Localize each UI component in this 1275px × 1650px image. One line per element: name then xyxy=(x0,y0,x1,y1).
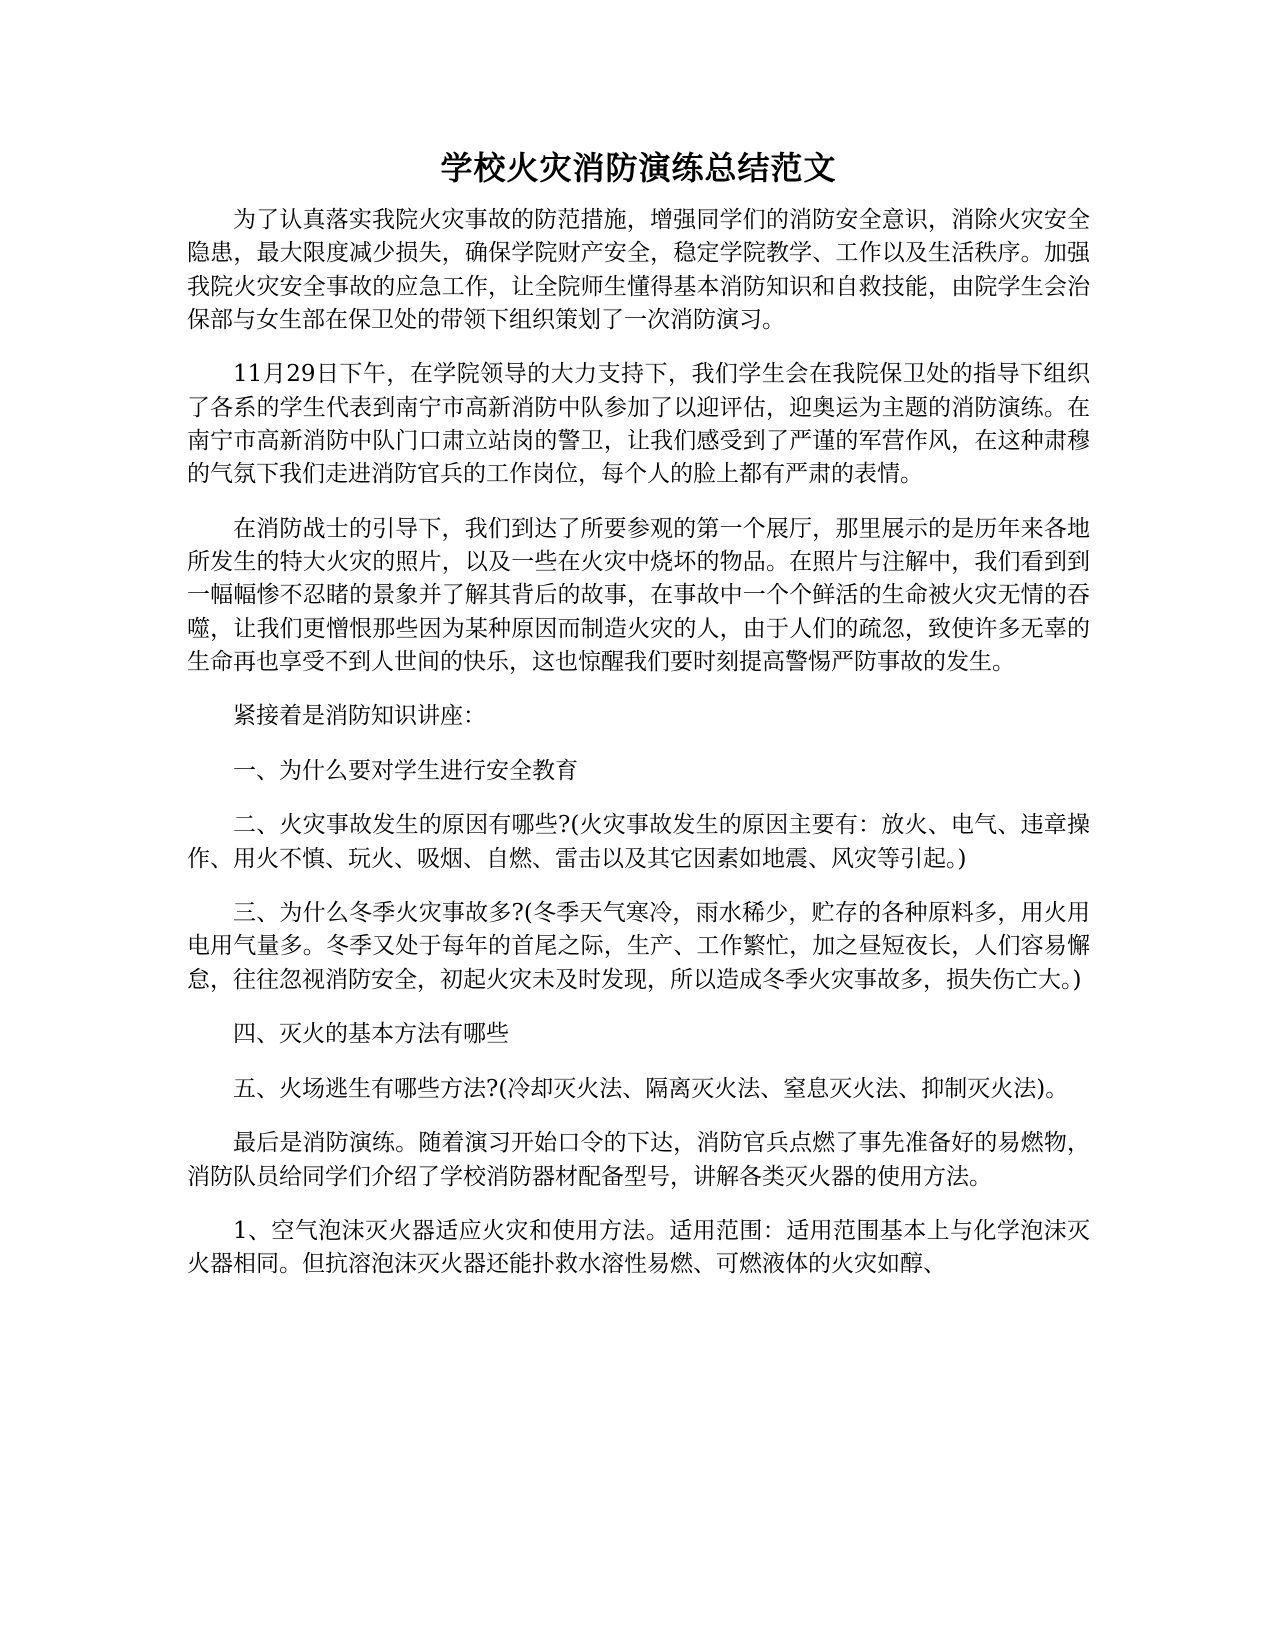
paragraph-lecture-intro: 紧接着是消防知识讲座： xyxy=(233,703,486,730)
paragraph-visit: 11月29日下午，在学院领导的大力支持下，我们学生会在我院保卫处的指导下组织了各系的学生代表到南宁市高新消防中队参加了以迎评估，迎奥运为主题的消防演练。在南宁市高新消防中队门口肃立站岗的警卫，让我们感受到了严谨的军营作风，在这种肃穆的气氛下我们走进消防官兵的工作岗位，每个人的脸上都有严肃的表情。 xyxy=(187,361,1090,488)
paragraph-exhibition: 在消防战士的引导下，我们到达了所要参观的第一个展厅，那里展示的是历年来各地所发生的特大火灾的照片，以及一些在火灾中烧坏的物品。在照片与注解中，我们看到到一幅幅惨不忍睹的景象并了解其背后的故事，在事故中一个个鲜活的生命被火灾无情的吞噬，让我们更憎恨那些因为某种原因而制造火灾的人，由于人们的疏忽，致使许多无辜的生命再也享受不到人世间的快乐，这也惊醒我们要时刻提高警惕严防事故的发生。 xyxy=(187,515,1090,675)
paragraph-topic-5: 五、火场逃生有哪些方法?(冷却灭火法、隔离灭火法、窒息灭火法、抑制灭火法)。 xyxy=(233,1075,1069,1102)
paragraph-topic-3: 三、为什么冬季火灾事故多?(冬季天气寒冷，雨水稀少，贮存的各种原料多，用火用电用气量多。冬季又处于每年的首尾之际，生产、工作繁忙，加之昼短夜长，人们容易懈怠，往往忽视消防安全，初起火灾未及时发现，所以造成冬季火灾事故多，损失伤亡大。) xyxy=(187,900,1090,993)
document-title: 学校火灾消防演练总结范文 xyxy=(440,149,837,187)
paragraph-intro: 为了认真落实我院火灾事故的防范措施，增强同学们的消防安全意识，消除火灾安全隐患，最大限度减少损失，确保学院财产安全，稳定学院教学、工作以及生活秩序。加强我院火灾安全事故的应急工作，让全院师生懂得基本消防知识和自救技能，由院学生会治保部与女生部在保卫处的带领下组织策划了一次消防演习。 xyxy=(187,207,1090,333)
paragraph-topic-2: 二、火灾事故发生的原因有哪些?(火灾事故发生的原因主要有：放火、电气、违章操作、用火不慎、玩火、吸烟、自燃、雷击以及其它因素如地震、风灾等引起。) xyxy=(187,812,1090,872)
paragraph-topic-1: 一、为什么要对学生进行安全教育 xyxy=(233,757,578,784)
document-body xyxy=(187,142,1090,1303)
paragraph-extinguisher-1: 1、空气泡沫灭火器适应火灾和使用方法。适用范围：适用范围基本上与化学泡沫灭火器相同。但抗溶泡沫灭火器还能扑救水溶性易燃、可燃液体的火灾如醇、 xyxy=(187,1218,1090,1278)
paragraph-topic-4: 四、灭火的基本方法有哪些 xyxy=(233,1021,509,1048)
paragraph-drill: 最后是消防演练。随着演习开始口令的下达，消防官兵点燃了事先准备好的易燃物，消防队员给同学们介绍了学校消防器材配备型号，讲解各类灭火器的使用方法。 xyxy=(187,1130,1090,1190)
